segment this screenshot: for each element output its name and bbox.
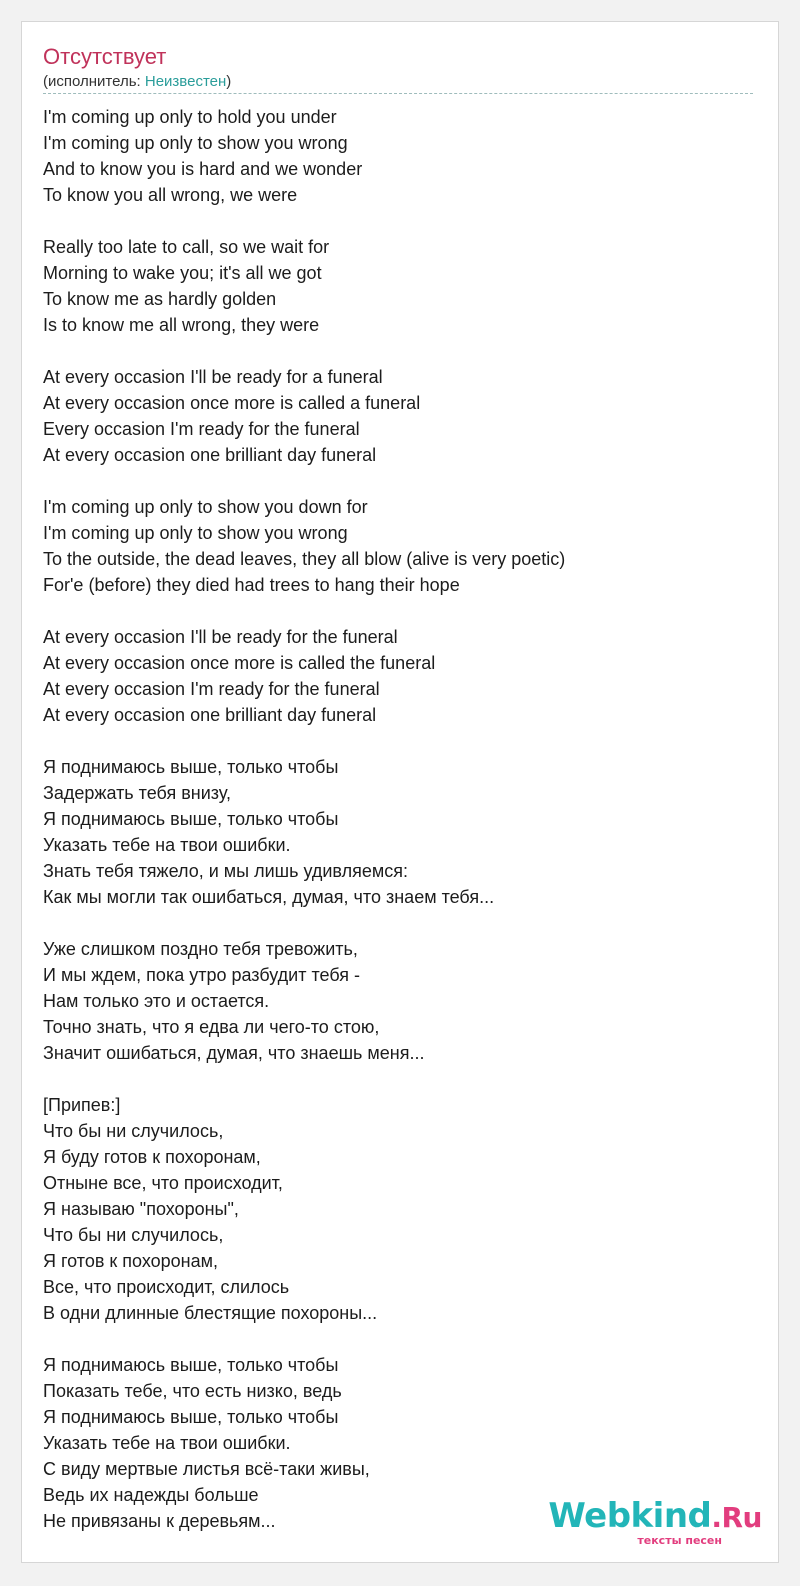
lyric-line: And to know you is hard and we wonder — [43, 159, 363, 179]
lyric-line: Не привязаны к деревьям... — [43, 1511, 276, 1531]
lyric-line: To know you all wrong, we were — [43, 185, 298, 205]
lyric-line: [Припев:] — [43, 1095, 121, 1115]
lyric-line: At every occasion once more is called the funeral — [43, 653, 436, 673]
lyric-line — [43, 1326, 565, 1352]
lyric-line: В одни длинные блестящие похороны... — [43, 1303, 378, 1323]
lyric-line: I'm coming up only to show you down for — [43, 497, 368, 517]
lyric-line — [43, 338, 565, 364]
lyric-line: Что бы ни случилось, — [43, 1225, 224, 1245]
lyrics-card — [21, 21, 779, 1563]
artist-suffix: ) — [226, 73, 232, 90]
lyric-line: Задержать тебя внизу, — [43, 783, 232, 803]
lyric-line: Я буду готов к похоронам, — [43, 1147, 261, 1167]
lyric-line — [43, 468, 565, 494]
lyric-line: Every occasion I'm ready for the funeral — [43, 419, 360, 439]
lyric-line: Нам только это и остается. — [43, 991, 270, 1011]
lyric-line: Точно знать, что я едва ли чего-то стою, — [43, 1017, 380, 1037]
lyric-line: Указать тебе на твои ошибки. — [43, 1433, 291, 1453]
lyric-line: Is to know me all wrong, they were — [43, 315, 320, 335]
lyric-line — [43, 910, 565, 936]
song-title: Отсутствует — [43, 44, 167, 69]
lyric-line: Знать тебя тяжело, и мы лишь удивляемся: — [43, 861, 408, 881]
lyric-line: Я готов к похоронам, — [43, 1251, 218, 1271]
artist-line — [43, 73, 231, 91]
lyric-line: Как мы могли так ошибаться, думая, что знаем тебя... — [43, 887, 495, 907]
lyric-line: I'm coming up only to hold you under — [43, 107, 337, 127]
lyric-line: At every occasion I'll be ready for the funeral — [43, 627, 398, 647]
logo-tld: .Ru — [711, 1501, 762, 1534]
artist-link[interactable]: Неизвестен — [144, 73, 227, 90]
site-logo[interactable] — [548, 1496, 762, 1554]
lyric-line: For'e (before) they died had trees to hang their hope — [43, 575, 460, 595]
lyric-line: Я поднимаюсь выше, только чтобы — [43, 1355, 339, 1375]
lyric-line: И мы ждем, пока утро разбудит тебя - — [43, 965, 360, 985]
lyric-line — [43, 1066, 565, 1092]
lyrics-text — [43, 104, 565, 1534]
lyric-line — [43, 598, 565, 624]
artist-prefix: (исполнитель: — [43, 73, 145, 90]
logo-tagline: тексты песен — [637, 1534, 722, 1547]
lyric-line: Значит ошибаться, думая, что знаешь меня... — [43, 1043, 425, 1063]
lyric-line: Уже слишком поздно тебя тревожить, — [43, 939, 358, 959]
lyric-line: С виду мертвые листья всё-таки живы, — [43, 1459, 370, 1479]
lyric-line: At every occasion once more is called a funeral — [43, 393, 421, 413]
lyric-line: At every occasion one brilliant day funeral — [43, 445, 377, 465]
lyric-line: Показать тебе, что есть низко, ведь — [43, 1381, 342, 1401]
lyric-line: Really too late to call, so we wait for — [43, 237, 330, 257]
lyric-line: I'm coming up only to show you wrong — [43, 133, 348, 153]
lyric-line: To the outside, the dead leaves, they all blow (alive is very poetic) — [43, 549, 566, 569]
lyric-line: I'm coming up only to show you wrong — [43, 523, 348, 543]
lyric-line: Я поднимаюсь выше, только чтобы — [43, 1407, 339, 1427]
logo-wordmark — [548, 1496, 762, 1538]
lyric-line: Все, что происходит, слилось — [43, 1277, 290, 1297]
lyric-line: Указать тебе на твои ошибки. — [43, 835, 291, 855]
lyric-line: Я поднимаюсь выше, только чтобы — [43, 757, 339, 777]
lyric-line: At every occasion I'm ready for the funeral — [43, 679, 380, 699]
lyric-line — [43, 728, 565, 754]
title-divider — [43, 93, 753, 94]
lyric-line: At every occasion one brilliant day funeral — [43, 705, 377, 725]
lyric-line: To know me as hardly golden — [43, 289, 277, 309]
lyric-line: Morning to wake you; it's all we got — [43, 263, 322, 283]
lyric-line: Отныне все, что происходит, — [43, 1173, 283, 1193]
lyric-line: Что бы ни случилось, — [43, 1121, 224, 1141]
lyric-line: At every occasion I'll be ready for a funeral — [43, 367, 383, 387]
lyric-line — [43, 208, 565, 234]
lyric-line: Ведь их надежды больше — [43, 1485, 259, 1505]
logo-name: Webkind — [548, 1496, 712, 1536]
lyric-line: Я называю "похороны", — [43, 1199, 239, 1219]
lyric-line: Я поднимаюсь выше, только чтобы — [43, 809, 339, 829]
